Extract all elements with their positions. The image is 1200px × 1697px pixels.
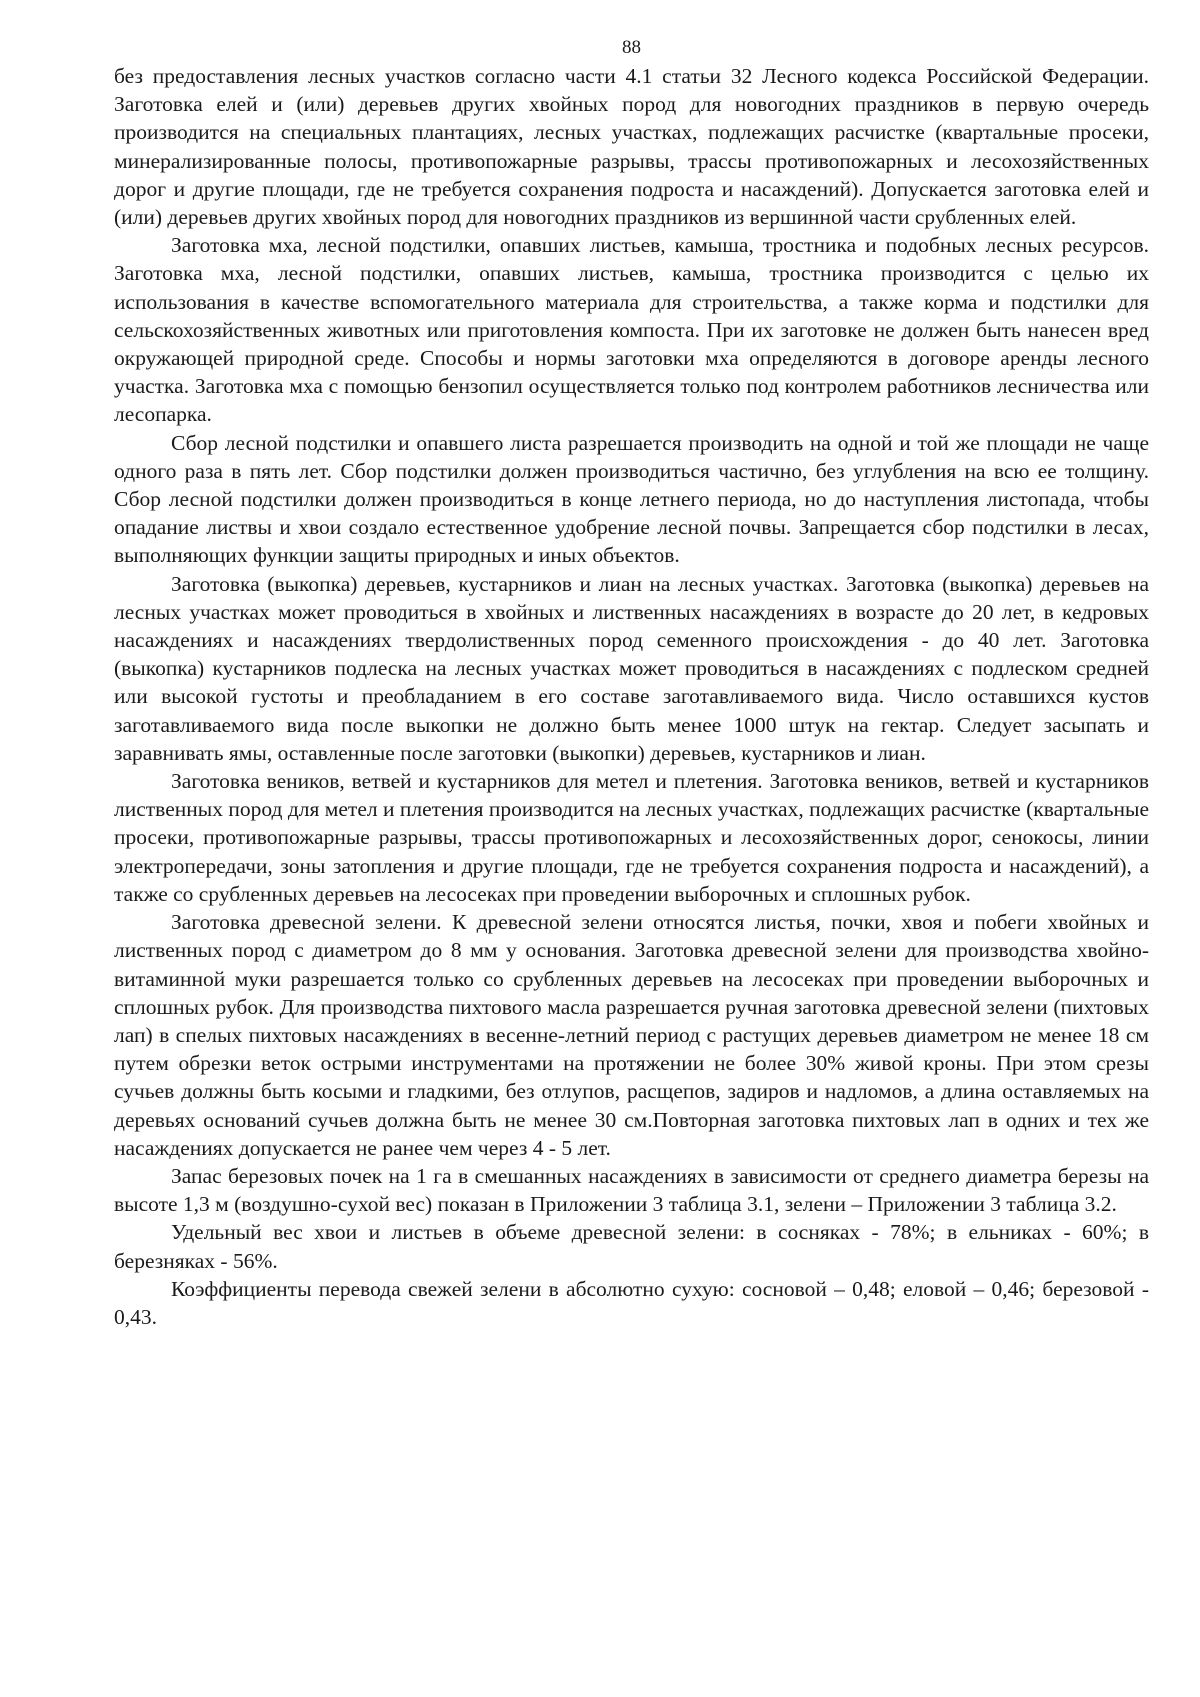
paragraph-needle-leaf-share: Удельный вес хвои и листьев в объеме древесной зелени: в сосняках - 78%; в ельниках - 60%; в березняках - 56%. xyxy=(114,1220,1149,1273)
paragraph-litter-collection: Сбор лесной подстилки и опавшего листа разрешается производить на одной и той же площади не чаще одного раза в пять лет. Сбор подстилки должен производиться частично, без углубления на всю ее толщину. Сбор лесной подстилки должен производиться в конце летнего периода, но до наступления листопада, чтобы опадание листвы и хвои создало естественное удобрение лесной почвы. Запрещается сбор подстилки в лесах, выполняющих функции защиты природных и иных объектов. xyxy=(114,430,1149,568)
paragraph-moss-litter-harvesting: Заготовка мха, лесной подстилки, опавших листьев, камыша, тростника и подобных лесных ресурсов. Заготовка мха, лесной подстилки, опавших листьев, камыша, тростника производится с целью их использования в качестве вспомогательного материала для строительства, а также корма и подстилки для сельскохозяйственных животных или приготовления компоста. При их заготовке не должен быть нанесен вред окружающей природной среде. Способы и нормы заготовки мха определяются в договоре аренды лесного участка. Заготовка мха с помощью бензопил осуществляется только под контролем работников лесничества или лесопарка. xyxy=(114,233,1149,427)
page-number: 88 xyxy=(622,37,641,58)
paragraph-wood-greenery: Заготовка древесной зелени. К древесной зелени относятся листья, почки, хвоя и побеги хвойных и лиственных пород с диаметром до 8 мм у основания. Заготовка древесной зелени для производства хвойно-витаминной муки разрешается только со срубленных деревьев на лесосеках при проведении выборочных и сплошных рубок. Для производства пихтового масла разрешается ручная заготовка древесной зелени (пихтовых лап) в спелых пихтовых насаждениях в весенне-летний период с растущих деревьев диаметром не менее 18 см путем обрезки веток острыми инструментами на протяжении не более 30% живой кроны. При этом срезы сучьев должны быть косыми и гладкими, без отлупов, расщепов, задиров и надломов, а длина оставляемых на деревьях оснований сучьев должна быть не менее 30 см.Повторная заготовка пихтовых лап в одних и тех же насаждениях допускается не ранее чем через 4 - 5 лет. xyxy=(114,910,1149,1160)
paragraph-tree-digging: Заготовка (выкопка) деревьев, кустарников и лиан на лесных участках. Заготовка (выкопка) деревьев на лесных участках может проводиться в хвойных и лиственных насаждениях в возрасте до 20 лет, в кедровых насаждениях и насаждениях твердолиственных пород семенного происхождения - до 40 лет. Заготовка (выкопка) кустарников подлеска на лесных участках может проводиться в насаждениях с подлеском средней или высокой густоты и преобладанием в его составе заготавливаемого вида. Число оставшихся кустов заготавливаемого вида после выкопки не должно быть менее 1000 штук на гектар. Следует засыпать и заравнивать ямы, оставленные после заготовки (выкопки) деревьев, кустарников и лиан. xyxy=(114,571,1149,765)
document-page xyxy=(114,34,1149,1331)
paragraph-spruce-harvesting: без предоставления лесных участков согласно части 4.1 статьи 32 Лесного кодекса Российской Федерации. Заготовка елей и (или) деревьев других хвойных пород для новогодних праздников в первую очередь производится на специальных плантациях, лесных участках, подлежащих расчистке (квартальные просеки, минерализированные полосы, противопожарные разрывы, трассы противопожарных и лесохозяйственных дорог и другие площади, где не требуется сохранения подроста и насаждений). Допускается заготовка елей и (или) деревьев других хвойных пород для новогодних праздников из вершинной части срубленных елей. xyxy=(114,64,1149,230)
paragraph-conversion-coefficients: Коэффициенты перевода свежей зелени в абсолютно сухую: сосновой – 0,48; еловой – 0,46; березовой - 0,43. xyxy=(114,1276,1149,1329)
paragraph-birch-buds-stock: Запас березовых почек на 1 га в смешанных насаждениях в зависимости от среднего диаметра березы на высоте 1,3 м (воздушно-сухой вес) показан в Приложении 3 таблица 3.1, зелени – Приложении 3 таблица 3.2. xyxy=(114,1163,1149,1217)
paragraph-brooms-branches: Заготовка веников, ветвей и кустарников для метел и плетения. Заготовка веников, ветвей и кустарников лиственных пород для метел и плетения производится на лесных участках, подлежащих расчистке (квартальные просеки, противопожарные разрывы, трассы противопожарных и лесохозяйственных дорог, сенокосы, линии электропередачи, зоны затопления и другие площади, где не требуется сохранения подроста и насаждений), а также со срубленных деревьев на лесосеках при проведении выборочных и сплошных рубок. xyxy=(114,769,1149,906)
